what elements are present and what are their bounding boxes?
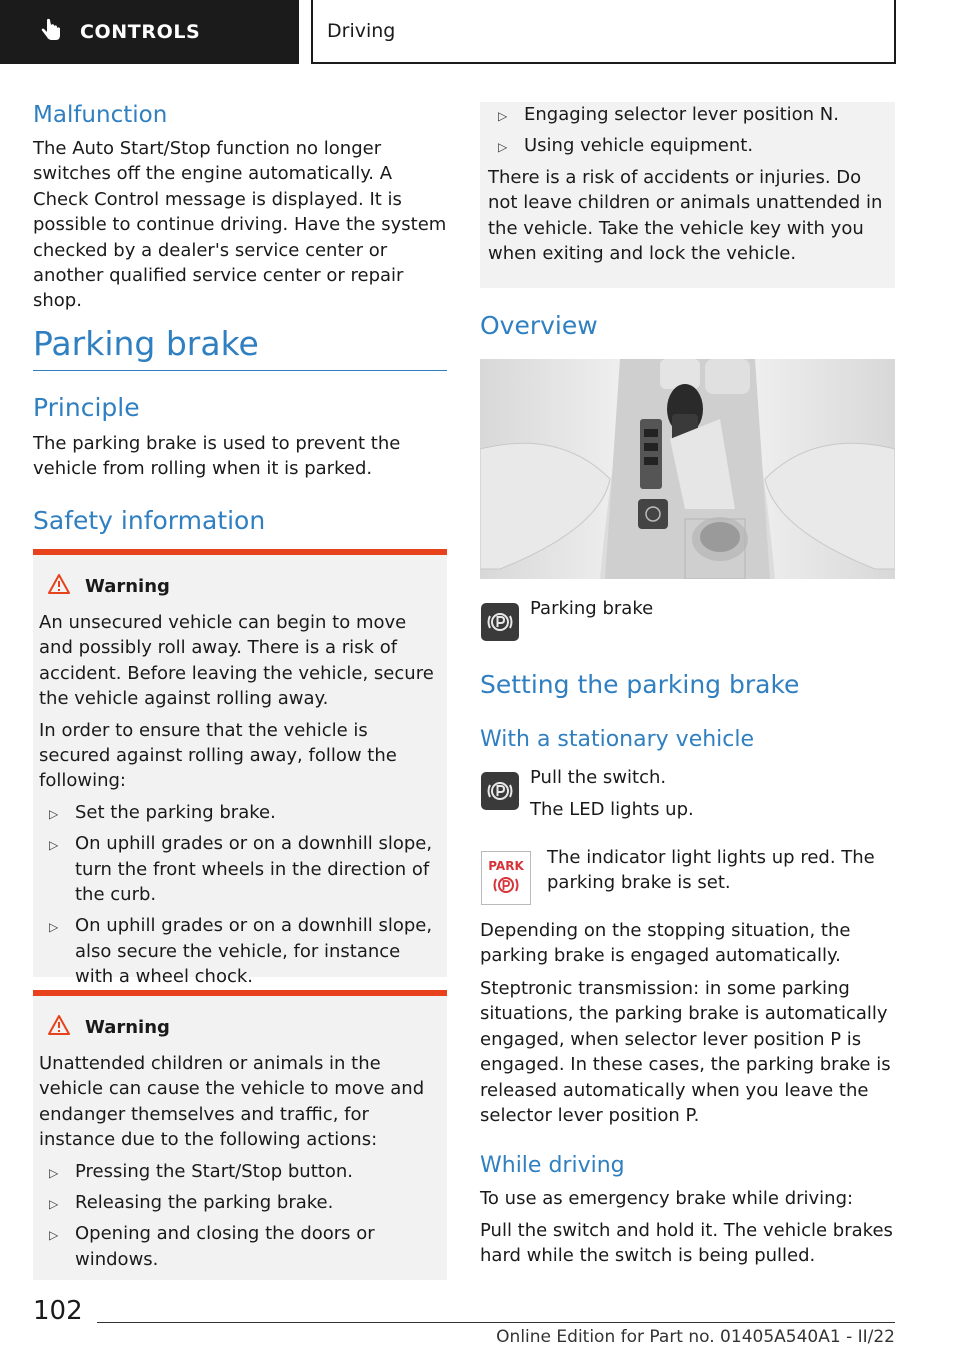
- malfunction-text: The Auto Start/Stop function no longer switches off the engine automatically. A Check Control message is displayed. It is possible to continue driving. Have the system checked by a dealer's service center or another qualified service center or repair shop.: [33, 138, 447, 312]
- warning-2-paragraph-1: Unattended children or animals in the vehicle can cause the vehicle to move and endanger themselves and traffic, for instance due to the following actions:: [39, 1053, 425, 1151]
- parking-brake-button-icon: [481, 772, 519, 810]
- parking-brake-label: Parking brake: [530, 598, 654, 619]
- warning-1-paragraph-1: An unsecured vehicle can begin to move and possibly roll away. There is a risk of accident. Before leaving the vehicle, secure the vehicle against rolling away.: [39, 612, 434, 710]
- triangle-bullet-icon: ▷: [49, 838, 59, 853]
- warning-1-list: [39, 800, 441, 990]
- triangle-bullet-icon: ▷: [49, 1197, 59, 1212]
- stationary-heading: With a stationary vehicle: [480, 727, 755, 752]
- warning-1-paragraph-2: In order to ensure that the vehicle is secured against rolling away, follow the following:: [39, 719, 397, 792]
- section-tab: [0, 0, 299, 64]
- chapter-tab: [311, 0, 896, 64]
- warning-box-1: [33, 549, 447, 988]
- list-item: ▷ On uphill grades or on a downhill slope, turn the front wheels in the direction of the curb.: [49, 833, 433, 906]
- malfunction-heading: Malfunction: [33, 102, 168, 128]
- emergency-text: To use as emergency brake while driving:: [480, 1188, 854, 1209]
- chapter-title: Driving: [327, 20, 396, 42]
- list-item: ▷ Opening and closing the doors or windows.: [49, 1223, 375, 1270]
- safety-heading: Safety information: [33, 506, 266, 535]
- principle-heading: Principle: [33, 393, 140, 422]
- principle-text: The parking brake is used to prevent the vehicle from rolling when it is parked.: [33, 433, 401, 480]
- while-driving-heading: While driving: [480, 1153, 625, 1178]
- warning-box-2: [33, 990, 447, 1280]
- list-item: ▷ Set the parking brake.: [39, 800, 441, 825]
- triangle-bullet-icon: ▷: [49, 806, 59, 821]
- led-text: The LED lights up.: [530, 799, 694, 820]
- list-item: ▷ Releasing the parking brake.: [39, 1190, 441, 1215]
- continuation-list: [488, 102, 887, 159]
- section-title: CONTROLS: [80, 21, 201, 43]
- indicator-text: The indicator light lights up red. The parking brake is set.: [547, 847, 875, 894]
- console-photo: [480, 359, 895, 579]
- setting-heading: Setting the parking brake: [480, 670, 800, 699]
- warning-2-list: [39, 1159, 441, 1273]
- warning-triangle-icon: [47, 1014, 71, 1041]
- page-number: 102: [33, 1296, 83, 1326]
- steptronic-text: Steptronic transmission: in some parking situations, the parking brake is automatically engaged, when selector lever position P is engaged. In these cases, the parking brake is released automatically when you leave the selector lever position P.: [480, 978, 891, 1127]
- parking-brake-heading: Parking brake: [33, 324, 259, 363]
- list-item: ▷ Engaging selector lever position N.: [488, 102, 887, 127]
- warning-continuation-box: [480, 102, 895, 288]
- heading-rule: [33, 370, 447, 371]
- overview-heading: Overview: [480, 311, 598, 340]
- triangle-bullet-icon: ▷: [49, 1165, 59, 1180]
- park-label: PARK: [488, 858, 524, 873]
- list-item: ▷ Pressing the Start/Stop button.: [39, 1159, 441, 1184]
- triangle-bullet-icon: ▷: [498, 140, 508, 155]
- warning-title-2: Warning: [47, 1014, 441, 1041]
- triangle-bullet-icon: ▷: [498, 109, 508, 123]
- depending-text: Depending on the stopping situation, the parking brake is engaged automatically.: [480, 920, 851, 967]
- hand-pointer-icon: [38, 17, 64, 47]
- triangle-bullet-icon: ▷: [49, 1228, 59, 1243]
- triangle-bullet-icon: ▷: [49, 920, 59, 935]
- warning-triangle-icon: [47, 573, 71, 600]
- warning-title-1: Warning: [47, 573, 441, 600]
- pull-switch-text: Pull the switch.: [530, 767, 667, 788]
- park-indicator-icon: [481, 851, 531, 905]
- list-item: ▷ Using vehicle equipment.: [488, 133, 887, 158]
- list-item: ▷ On uphill grades or on a downhill slope, also secure the vehicle, for instance with a wheel chock.: [49, 915, 433, 988]
- edition-text: Online Edition for Part no. 01405A540A1 - II/22: [496, 1327, 895, 1347]
- parking-brake-button-icon: [481, 603, 519, 641]
- continuation-text: There is a risk of accidents or injuries. Do not leave children or animals unattended in the vehicle. Take the vehicle key with you when exiting and lock the vehicle.: [488, 166, 883, 265]
- footer-rule: [97, 1322, 895, 1323]
- pull-hold-text: Pull the switch and hold it. The vehicle brakes hard while the switch is being pulled.: [480, 1220, 893, 1267]
